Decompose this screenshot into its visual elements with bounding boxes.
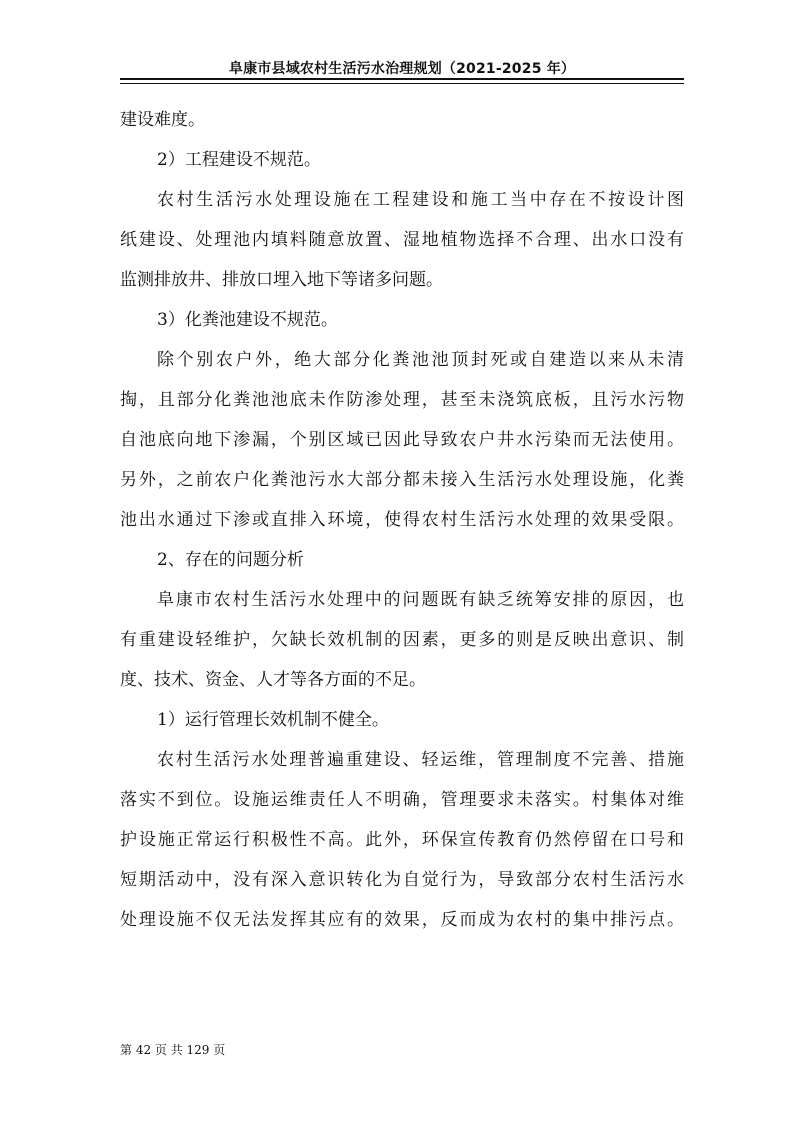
text-line: 农村生活污水处理普遍重建设、轻运维，管理制度不完善、措施 bbox=[157, 750, 684, 770]
section-heading-problem-analysis: 2、存在的问题分析 bbox=[157, 550, 304, 570]
text-line: 纸建设、处理池内填料随意放置、湿地植物选择不合理、出水口没有 bbox=[120, 230, 684, 250]
subheading-operation-mechanism: 1）运行管理长效机制不健全。 bbox=[157, 710, 389, 730]
subheading-construction-nonstandard: 2）工程建设不规范。 bbox=[157, 150, 321, 170]
text-line: 落实不到位。设施运维责任人不明确，管理要求未落实。村集体对维 bbox=[120, 790, 684, 810]
text-line: 护设施正常运行积极性不高。此外，环保宣传教育仍然停留在口号和 bbox=[120, 830, 684, 850]
text-line: 度、技术、资金、人才等各方面的不足。 bbox=[120, 670, 426, 690]
header-rule-thick bbox=[120, 78, 684, 80]
document-body bbox=[120, 100, 684, 940]
text-line: 处理设施不仅无法发挥其应有的效果，反而成为农村的集中排污点。 bbox=[120, 910, 684, 930]
text-line: 监测排放井、排放口埋入地下等诸多问题。 bbox=[120, 270, 443, 290]
text-line: 池出水通过下渗或直排入环境，使得农村生活污水处理的效果受限。 bbox=[120, 510, 684, 530]
text-line: 除个别农户外，绝大部分化粪池池顶封死或自建造以来从未清 bbox=[157, 350, 684, 370]
page-header-title: 阜康市县域农村生活污水治理规划（2021-2025 年） bbox=[228, 61, 576, 77]
page-number: 第 42 页 共 129 页 bbox=[120, 1043, 226, 1057]
text-line: 另外，之前农户化粪池污水大部分都未接入生活污水处理设施，化粪 bbox=[120, 470, 684, 490]
text-line: 自池底向地下渗漏，个别区域已因此导致农户井水污染而无法使用。 bbox=[120, 430, 684, 450]
text-line: 农村生活污水处理设施在工程建设和施工当中存在不按设计图 bbox=[157, 190, 684, 210]
text-line: 掏，且部分化粪池池底未作防渗处理，甚至未浇筑底板，且污水污物 bbox=[120, 390, 684, 410]
text-line: 阜康市农村生活污水处理中的问题既有缺乏统筹安排的原因，也 bbox=[157, 590, 684, 610]
header-rule-thin bbox=[120, 83, 684, 84]
text-line: 建设难度。 bbox=[120, 110, 205, 130]
subheading-septic-tank: 3）化粪池建设不规范。 bbox=[157, 310, 338, 330]
text-line: 短期活动中，没有深入意识转化为自觉行为，导致部分农村生活污水 bbox=[120, 870, 684, 890]
text-line: 有重建设轻维护，欠缺长效机制的因素，更多的则是反映出意识、制 bbox=[120, 630, 684, 650]
